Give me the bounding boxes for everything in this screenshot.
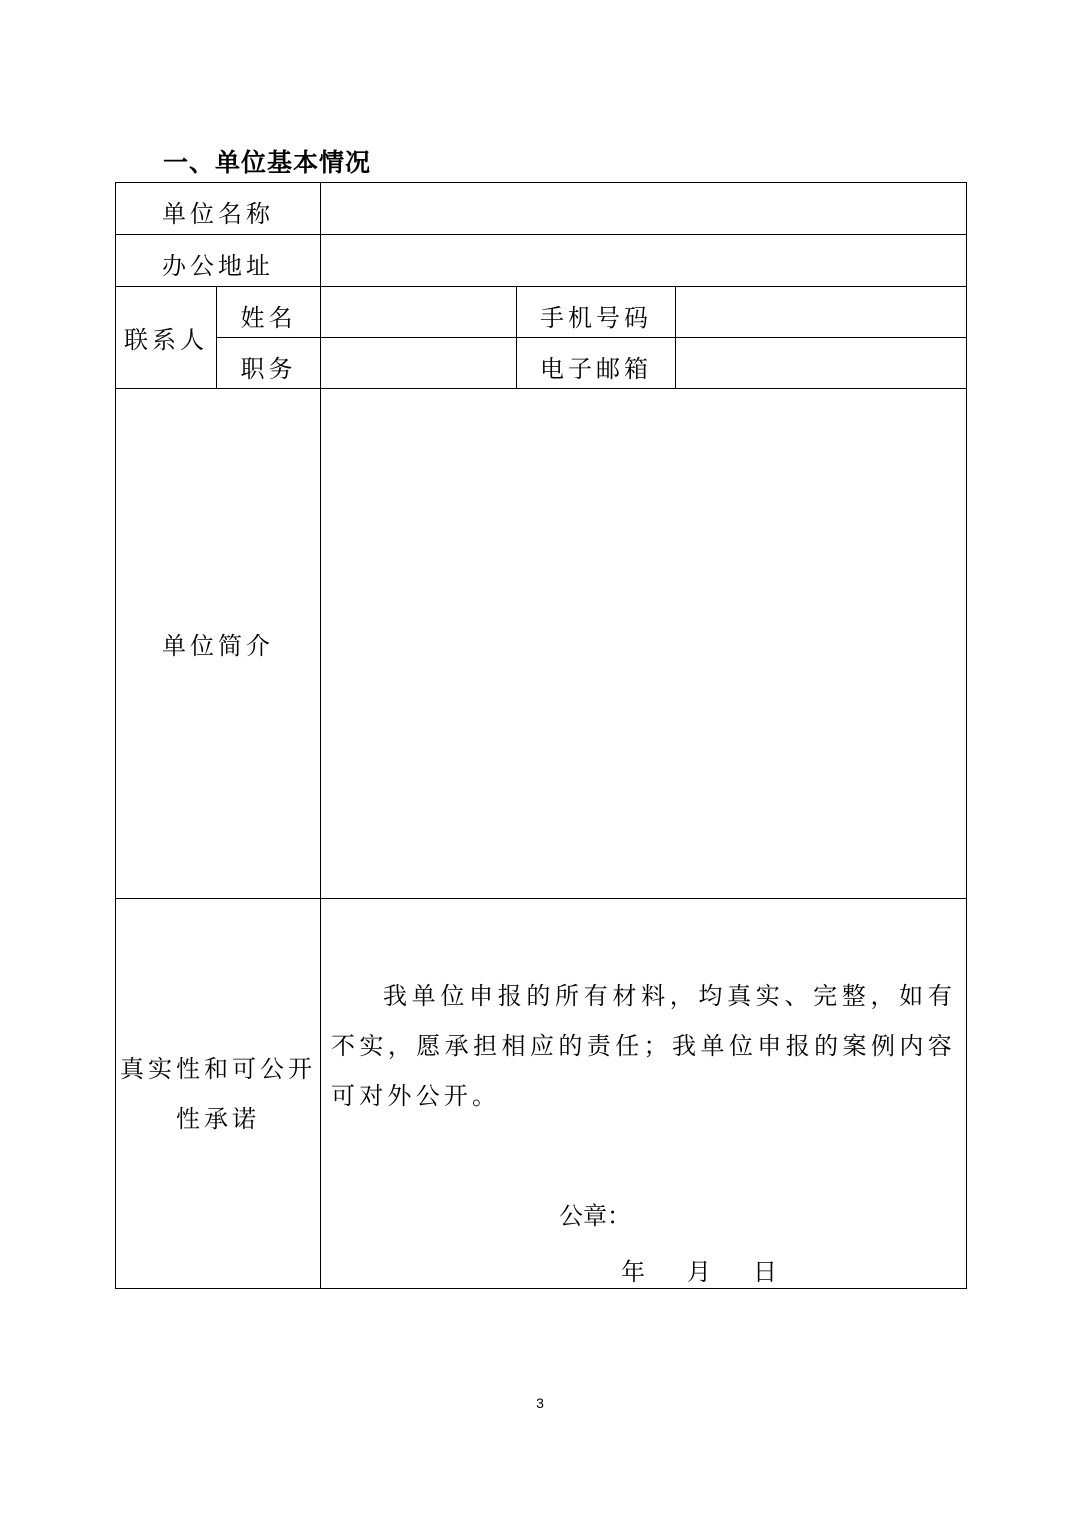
contact-name-field[interactable] [321,287,517,338]
commitment-label-line2: 性承诺 [176,1104,260,1133]
email-field[interactable] [676,338,967,389]
office-address-label: 办公地址 [116,235,321,287]
commitment-cell [321,899,967,1289]
seal-label: 公章： [559,1202,631,1230]
contact-name-label: 姓名 [217,287,321,338]
email-label: 电子邮箱 [517,338,676,389]
unit-intro-label: 单位简介 [116,389,321,899]
date-month-label: 月 [687,1258,711,1286]
position-label: 职务 [217,338,321,389]
phone-field[interactable] [676,287,967,338]
section-title: 一、单位基本情况 [163,148,372,177]
unit-info-form [115,182,967,1289]
position-field[interactable] [321,338,517,389]
unit-intro-field[interactable] [321,389,967,899]
page-number: 3 [536,1395,544,1411]
phone-label: 手机号码 [517,287,676,338]
contact-person-label: 联系人 [116,287,217,389]
signature-date [621,1252,777,1287]
commitment-label-line1: 真实性和可公开 [120,1054,316,1083]
date-year-label: 年 [621,1258,645,1286]
unit-name-field[interactable] [321,183,967,235]
unit-name-label: 单位名称 [116,183,321,235]
date-day-label: 日 [753,1258,777,1286]
commitment-text: 我单位申报的所有材料，均真实、完整，如有不实，愿承担相应的责任；我单位申报的案例内容可对外公开。 [331,982,957,1110]
office-address-field[interactable] [321,235,967,287]
commitment-label [116,899,321,1289]
